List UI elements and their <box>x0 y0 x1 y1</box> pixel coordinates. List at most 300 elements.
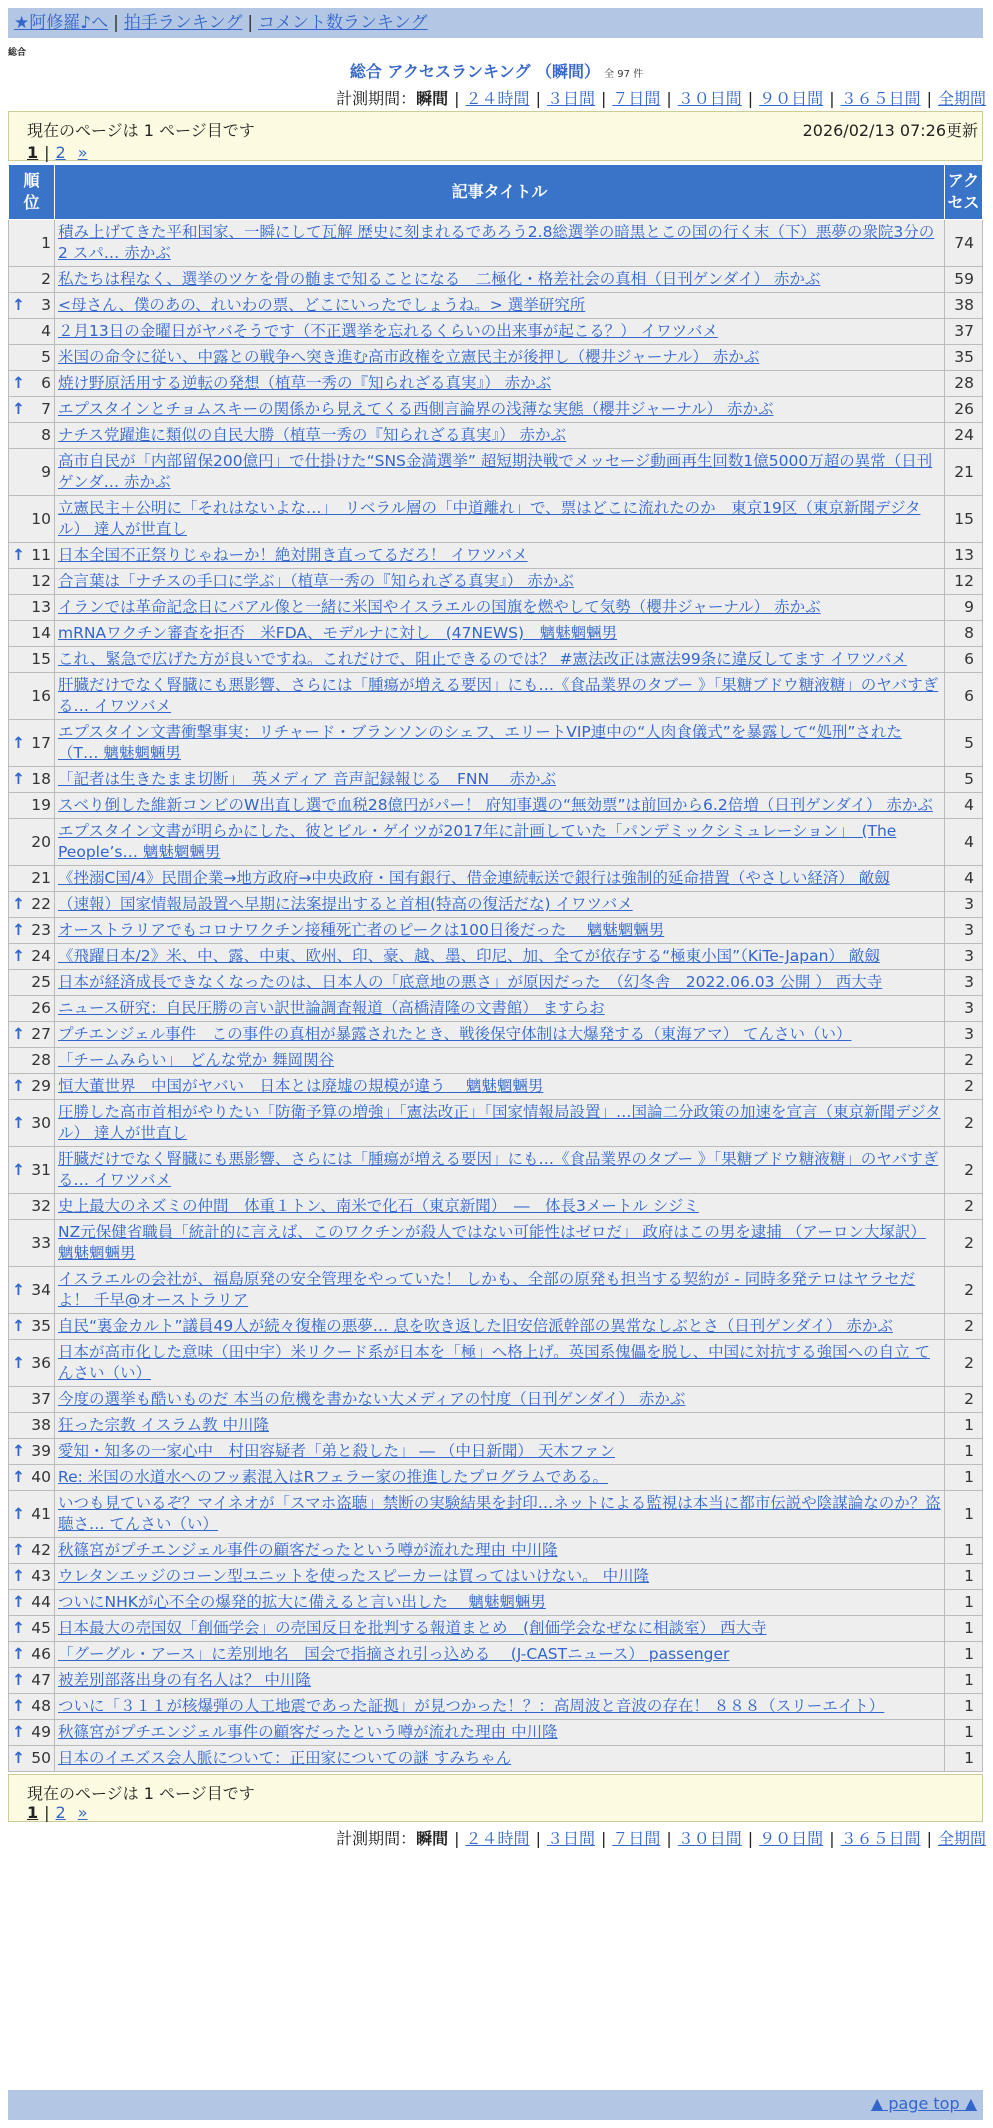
rank-cell <box>9 449 55 496</box>
rank-cell <box>9 1590 55 1616</box>
article-title-link[interactable]: 日本のイエズス会人脈について：正田家についての謎 すみちゃん <box>58 1749 512 1767</box>
rank-number: 45 <box>31 1619 51 1637</box>
title-cell <box>55 1267 945 1314</box>
rank-cell <box>9 970 55 996</box>
article-title-link[interactable]: 秋篠宮がプチエンジェル事件の顧客だったという噂が流れた理由 中川隆 <box>58 1723 558 1741</box>
table-row <box>9 996 983 1022</box>
title-cell <box>55 1564 945 1590</box>
title-cell <box>55 423 945 449</box>
rank-cell <box>9 1746 55 1772</box>
rank-number: 16 <box>31 686 51 705</box>
table-row <box>9 720 983 767</box>
rank-number: 5 <box>41 348 51 366</box>
period-link-1[interactable]: ２４時間 <box>465 89 530 108</box>
rank-up-arrow-icon: ↑ <box>12 1442 25 1460</box>
table-row <box>9 569 983 595</box>
access-count: 1 <box>945 1668 983 1694</box>
article-title-link[interactable]: 《飛躍日本/2》米、中、露、中東、欧州、印、豪、越、墨、印尼、加、全てが依存する“極東小国”（KiTe-Japan） 敵劔 <box>58 947 880 965</box>
rank-up-arrow-icon: ↑ <box>12 1317 25 1335</box>
table-row <box>9 449 983 496</box>
table-row <box>9 1491 983 1538</box>
rank-up-arrow-icon: ↑ <box>12 1671 25 1689</box>
article-title-link[interactable]: mRNAワクチン審査を拒否 米FDA、モデルナに対し (47NEWS) 魑魅魍魎男 <box>58 624 618 642</box>
title-cell <box>55 1314 945 1340</box>
access-count: 5 <box>945 767 983 793</box>
rank-up-arrow-icon: ↑ <box>12 1468 25 1486</box>
rank-cell <box>9 569 55 595</box>
category-label: 総合 <box>8 48 27 58</box>
article-title-link[interactable]: 日本が経済成長できなくなったのは、日本人の「底意地の悪さ」が原因だった （幻冬舎 2022.06.03 公開 ） 西大寺 <box>58 973 883 991</box>
title-cell <box>55 397 945 423</box>
rank-cell <box>9 1340 55 1387</box>
period-separator: | <box>666 1829 672 1848</box>
rank-number: 8 <box>41 426 51 444</box>
pagination-separator: | <box>44 143 50 162</box>
period-separator: | <box>535 1829 541 1848</box>
rank-number: 34 <box>31 1280 51 1299</box>
article-title-link[interactable]: エプスタインとチョムスキーの関係から見えてくる西側言論界の浅薄な実態（櫻井ジャーナル） 赤かぶ <box>58 400 774 418</box>
title-cell <box>55 1642 945 1668</box>
rank-number: 43 <box>31 1567 51 1585</box>
period-separator: | <box>666 89 672 108</box>
title-cell <box>55 496 945 543</box>
rank-up-arrow-icon: ↑ <box>12 895 25 913</box>
article-title-link[interactable]: イランでは革命記念日にバアル像と一緒に米国やイスラエルの国旗を燃やして気勢（櫻井ジャーナル） 赤かぶ <box>58 598 821 616</box>
rank-cell <box>9 793 55 819</box>
rank-cell <box>9 1100 55 1147</box>
title-cell <box>55 673 945 720</box>
table-row <box>9 970 983 996</box>
table-row <box>9 1220 983 1267</box>
article-title-link[interactable]: 日本が高市化した意味（田中宇）米リクード系が日本を「極」へ格上げ。英国系傀儡を脱し、中国に対抗する強国への自立 てんさい（い） <box>58 1343 931 1382</box>
article-title-link[interactable]: 立憲民主＋公明に「それはないよな…」 リベラル層の「中道離れ」で、票はどこに流れたのか 東京19区（東京新聞デジタル） 達人が世直し <box>58 499 921 538</box>
period-label: 計測期間： <box>336 89 417 108</box>
title-cell <box>55 543 945 569</box>
access-count: 4 <box>945 819 983 866</box>
current-page-text: 現在のページは 1 ページ目です <box>27 121 255 140</box>
comment-ranking-link[interactable]: コメント数ランキング <box>258 13 428 33</box>
article-title-link[interactable]: ウレタンエッジのコーン型ユニットを使ったスピーカーは買ってはいけない。 中川隆 <box>58 1567 650 1585</box>
title-cell <box>55 1340 945 1387</box>
rank-cell <box>9 1491 55 1538</box>
rank-up-arrow-icon: ↑ <box>12 1541 25 1559</box>
period-link-7[interactable]: 全期間 <box>937 89 986 108</box>
article-title-link[interactable]: これ、緊急で広げた方が良いですね。これだけで、阻止できるのでは？ #憲法改正は憲法99条に違反してます イワツバメ <box>58 650 907 668</box>
rank-number: 9 <box>41 462 51 481</box>
rank-cell <box>9 595 55 621</box>
rank-up-arrow-icon: ↑ <box>12 1645 25 1663</box>
rank-number: 48 <box>31 1697 51 1715</box>
updated-timestamp: 2026/02/13 07:26更新 <box>802 121 978 140</box>
article-title-link[interactable]: 「グーグル・アース」に差別地名 国会で指摘され引っ込める (J-CASTニュース） passenger <box>58 1645 730 1663</box>
rank-cell <box>9 673 55 720</box>
article-title-link[interactable]: ニュース研究：自民圧勝の言い訳世論調査報道（高橋清隆の文書館） ますらお <box>58 999 605 1017</box>
pagination-separator: | <box>44 1803 50 1822</box>
article-title-link[interactable]: いつも見ているぞ？マイネオが「スマホ盗聴」禁断の実験結果を封印…ネットによる監視は本当に都市伝説や陰謀論なのか？盗聴さ… てんさい（い） <box>58 1494 941 1533</box>
title-cell <box>55 345 945 371</box>
rank-cell <box>9 647 55 673</box>
period-link-2[interactable]: ３日間 <box>546 89 595 108</box>
table-row <box>9 1694 983 1720</box>
article-title-link[interactable]: オーストラリアでもコロナワクチン接種死亡者のピークは100日後だった 魑魅魍魎男 <box>58 921 665 939</box>
access-count: 35 <box>945 345 983 371</box>
period-separator: | <box>454 1829 460 1848</box>
rank-cell <box>9 1465 55 1491</box>
current-page-text-bottom: 現在のページは 1 ページ目です <box>27 1784 255 1803</box>
table-row <box>9 1387 983 1413</box>
title-cell <box>55 767 945 793</box>
title-cell <box>55 319 945 345</box>
rank-cell <box>9 944 55 970</box>
table-row <box>9 1668 983 1694</box>
rank-cell <box>9 1616 55 1642</box>
rank-up-arrow-icon: ↑ <box>12 733 25 752</box>
table-row <box>9 1439 983 1465</box>
article-title-link[interactable]: 米国の命令に従い、中露との戦争へ突き進む高市政権を立憲民主が後押し（櫻井ジャーナル） 赤かぶ <box>58 348 760 366</box>
pagination-page-2[interactable]: 2 <box>55 143 66 162</box>
article-title-link[interactable]: 肝臓だけでなく腎臓にも悪影響、さらには「腫瘍が増える要因」にも…《食品業界のタブー 》「果糖ブドウ糖液糖」のヤバすぎる… イワツバメ <box>58 676 939 715</box>
period-link-5[interactable]: ９０日間 <box>759 89 824 108</box>
pagination <box>27 143 88 162</box>
access-count: 2 <box>945 1048 983 1074</box>
table-row <box>9 621 983 647</box>
rank-number: 6 <box>41 374 51 392</box>
access-count: 1 <box>945 1538 983 1564</box>
article-title-link[interactable]: （速報）国家情報局設置へ早期に法案提出すると首相(特高の復活だな) イワツバメ <box>58 895 633 913</box>
access-count: 1 <box>945 1720 983 1746</box>
title-cell <box>55 1413 945 1439</box>
title-cell <box>55 1668 945 1694</box>
rank-cell <box>9 1267 55 1314</box>
article-title-link[interactable]: 愛知・知多の一家心中 村田容疑者「弟と殺した」 ― （中日新聞） 天木ファン <box>58 1442 615 1460</box>
title-cell <box>55 996 945 1022</box>
period-current: 瞬間 <box>416 1829 449 1848</box>
access-count: 2 <box>945 1220 983 1267</box>
rank-up-arrow-icon: ↑ <box>12 1353 25 1372</box>
rank-cell <box>9 996 55 1022</box>
article-title-link[interactable]: エプスタイン文書衝撃事実：リチャード・ブランソンのシェフ、エリートVIP連中の“人肉食儀式”を暴露して“処刑”された（T… 魑魅魍魎男 <box>58 723 902 762</box>
table-row <box>9 1100 983 1147</box>
title-cell <box>55 1194 945 1220</box>
rank-cell <box>9 621 55 647</box>
table-row <box>9 918 983 944</box>
period-link-4[interactable]: ３０日間 <box>677 89 742 108</box>
article-title-link[interactable]: NZ元保健省職員「統計的に言えば、このワクチンが殺人ではない可能性はゼロだ」 政府はこの男を逮捕 （アーロン大塚訳） 魑魅魍魎男 <box>58 1223 926 1262</box>
access-count: 8 <box>945 621 983 647</box>
rank-number: 1 <box>41 233 51 252</box>
title-cell <box>55 293 945 319</box>
rank-number: 24 <box>31 947 51 965</box>
rank-number: 23 <box>31 921 51 939</box>
rank-cell <box>9 819 55 866</box>
rank-cell <box>9 1147 55 1194</box>
period-link-6[interactable]: ３６５日間 <box>840 89 921 108</box>
period-separator: | <box>747 89 754 108</box>
page-top-link[interactable]: ▲ page top ▲ <box>870 2094 977 2113</box>
rank-up-arrow-icon: ↑ <box>12 374 25 392</box>
title-cell <box>55 1746 945 1772</box>
article-title-link[interactable]: 「チームみらい」 どんな党か 舞岡関谷 <box>58 1051 335 1069</box>
table-row <box>9 1720 983 1746</box>
table-row <box>9 944 983 970</box>
title-cell <box>55 1720 945 1746</box>
rank-number: 14 <box>31 624 51 642</box>
access-count: 1 <box>945 1642 983 1668</box>
rank-number: 49 <box>31 1723 51 1741</box>
period-separator: | <box>454 89 460 108</box>
table-row <box>9 1048 983 1074</box>
rank-number: 46 <box>31 1645 51 1663</box>
access-count: 1 <box>945 1590 983 1616</box>
table-row <box>9 793 983 819</box>
pagination-current: 1 <box>27 143 39 162</box>
article-title-link[interactable]: ナチス党躍進に類似の自民大勝（植草一秀の『知られざる真実』） 赤かぶ <box>58 426 567 444</box>
rank-number: 33 <box>31 1233 51 1252</box>
rank-cell <box>9 1194 55 1220</box>
rank-number: 35 <box>31 1317 51 1335</box>
access-count: 12 <box>945 569 983 595</box>
period-link-3[interactable]: ７日間 <box>612 89 661 108</box>
clap-ranking-link[interactable]: 拍手ランキング <box>123 13 243 33</box>
rank-number: 30 <box>31 1113 51 1132</box>
rank-number: 37 <box>31 1390 51 1408</box>
rank-up-arrow-icon: ↑ <box>12 1077 25 1095</box>
rank-cell <box>9 319 55 345</box>
nav-separator: | <box>247 13 254 33</box>
article-title-link[interactable]: 恒大董世界 中国がヤバい 日本とは廃墟の規模が違う 魑魅魍魎男 <box>58 1077 544 1095</box>
table-row <box>9 1074 983 1100</box>
access-count: 24 <box>945 423 983 449</box>
period-link-4[interactable]: ３０日間 <box>677 1829 742 1848</box>
table-row <box>9 1746 983 1772</box>
title-cell <box>55 621 945 647</box>
period-separator: | <box>926 89 932 108</box>
period-link-3[interactable]: ７日間 <box>612 1829 661 1848</box>
pagination-next-arrow[interactable]: » <box>77 1803 88 1822</box>
rank-cell <box>9 1022 55 1048</box>
rank-cell <box>9 918 55 944</box>
access-count: 38 <box>945 293 983 319</box>
rank-number: 40 <box>31 1468 51 1486</box>
article-title-link[interactable]: 圧勝した高市首相がやりたい「防衛予算の増強」「憲法改正」「国家情報局設置」…国論二分政策の加速を宣言（東京新聞デジタル） 達人が世直し <box>58 1103 941 1142</box>
period-separator: | <box>829 1829 835 1848</box>
access-count: 3 <box>945 892 983 918</box>
rank-cell <box>9 1314 55 1340</box>
article-title-link[interactable]: 《挫溺C国/4》民間企業→地方政府→中央政府・国有銀行、借金連続転送で銀行は強制的延命措置（やさしい経済） 敵劔 <box>58 869 890 887</box>
article-title-link[interactable]: 秋篠宮がプチエンジェル事件の顧客だったという噂が流れた理由 中川隆 <box>58 1541 558 1559</box>
access-count: 26 <box>945 397 983 423</box>
title-cell <box>55 1147 945 1194</box>
period-link-2[interactable]: ３日間 <box>546 1829 595 1848</box>
ranking-body <box>9 220 983 1772</box>
rank-cell <box>9 1642 55 1668</box>
period-separator: | <box>600 1829 607 1848</box>
article-title-link[interactable]: 「記者は生きたまま切断」 英メディア 音声記録報じる FNN 赤かぶ <box>58 770 556 788</box>
total-count: 全 97 件 <box>604 69 644 80</box>
article-title-link[interactable]: Re: 米国の水道水へのフッ素混入はRフェラー家の推進したプログラムである。 <box>58 1468 609 1486</box>
title-cell <box>55 918 945 944</box>
access-count: 3 <box>945 918 983 944</box>
access-count: 2 <box>945 1340 983 1387</box>
rank-up-arrow-icon: ↑ <box>12 1749 25 1767</box>
rank-cell <box>9 543 55 569</box>
access-count: 6 <box>945 647 983 673</box>
rank-number: 22 <box>31 895 51 913</box>
article-title-link[interactable]: スベり倒した維新コンビのW出直し選で血税28億円がパー！ 府知事選の“無効票”は前回から6.2倍増（日刊ゲンダイ） 赤かぶ <box>58 796 933 814</box>
period-separator: | <box>829 89 835 108</box>
period-link-6[interactable]: ３６５日間 <box>840 1829 921 1848</box>
table-row <box>9 892 983 918</box>
article-title-link[interactable]: 狂った宗教 イスラム教 中川隆 <box>58 1416 270 1434</box>
table-row <box>9 1413 983 1439</box>
article-title-link[interactable]: イスラエルの会社が、福島原発の安全管理をやっていた！ しかも、全部の原発も担当する契約が - 同時多発テロはヤラセだよ！ 千早@オーストラリア <box>58 1270 916 1309</box>
article-title-link[interactable]: エプスタイン文書が明らかにした、彼とビル・ゲイツが2017年に計画していた「パンデミックシミュレーション」 (The People’s… 魑魅魍魎男 <box>58 822 897 861</box>
rank-number: 42 <box>31 1541 51 1559</box>
article-title-link[interactable]: <母さん、僕のあの、れいわの票、どこにいったでしょうね。> 選挙研究所 <box>58 296 586 314</box>
rank-cell <box>9 423 55 449</box>
rank-cell <box>9 1694 55 1720</box>
title-cell <box>55 1538 945 1564</box>
access-count: 2 <box>945 1074 983 1100</box>
access-count: 9 <box>945 595 983 621</box>
article-title-link[interactable]: 自民“裏金カルト”議員49人が続々復権の悪夢… 息を吹き返した旧安倍派幹部の異常なしぶとさ（日刊ゲンダイ） 赤かぶ <box>58 1317 893 1335</box>
table-row <box>9 1194 983 1220</box>
top-navigation <box>8 8 983 38</box>
header-title: 記事タイトル <box>55 165 945 220</box>
rank-cell <box>9 293 55 319</box>
period-label: 計測期間： <box>336 1829 417 1848</box>
title-cell <box>55 720 945 767</box>
rank-up-arrow-icon: ↑ <box>12 1697 25 1715</box>
bottom-bar <box>8 2090 983 2120</box>
page-info-top <box>8 111 983 161</box>
article-title-link[interactable]: 今度の選挙も酷いものだ 本当の危機を書かない大メディアの忖度（日刊ゲンダイ） 赤かぶ <box>58 1390 686 1408</box>
access-count: 4 <box>945 866 983 892</box>
title-cell <box>55 371 945 397</box>
article-title-link[interactable]: 焼け野原活用する逆転の発想（植草一秀の『知られざる真実』） 赤かぶ <box>58 374 552 392</box>
period-link-1[interactable]: ２４時間 <box>465 1829 530 1848</box>
title-cell <box>55 220 945 267</box>
table-row <box>9 1465 983 1491</box>
title-cell <box>55 569 945 595</box>
rank-number: 2 <box>41 270 51 288</box>
article-title-link[interactable]: 日本全国不正祭りじゃねーか！絶対開き直ってるだろ！ イワツバメ <box>58 546 528 564</box>
article-title-link[interactable]: ２月13日の金曜日がヤバそうです（不正選挙を忘れるくらいの出来事が起こる？） イワツバメ <box>58 322 718 340</box>
title-cell <box>55 1616 945 1642</box>
rank-up-arrow-icon: ↑ <box>12 1567 25 1585</box>
rank-cell <box>9 496 55 543</box>
article-title-link[interactable]: 積み上げてきた平和国家、一瞬にして瓦解 歴史に刻まれるであろう2.8総選挙の暗黒とこの国の行く末（下）悪夢の衆院3分の2 スパ… 赤かぶ <box>58 223 935 262</box>
rank-number: 28 <box>31 1051 51 1069</box>
table-row <box>9 496 983 543</box>
title-cell <box>55 449 945 496</box>
table-row <box>9 1147 983 1194</box>
home-link[interactable]: ★阿修羅♪へ <box>14 13 109 33</box>
rank-number: 20 <box>31 832 51 851</box>
access-count: 1 <box>945 1439 983 1465</box>
rank-cell <box>9 397 55 423</box>
rank-up-arrow-icon: ↑ <box>12 921 25 939</box>
access-count: 5 <box>945 720 983 767</box>
rank-cell <box>9 767 55 793</box>
rank-cell <box>9 1413 55 1439</box>
table-row <box>9 1616 983 1642</box>
article-title-link[interactable]: 史上最大のネズミの仲間 体重１トン、南米で化石（東京新聞） ― 体長3メートル シジミ <box>58 1197 699 1215</box>
title-cell <box>55 1590 945 1616</box>
access-count: 1 <box>945 1616 983 1642</box>
period-separator: | <box>535 89 541 108</box>
title-cell <box>55 944 945 970</box>
period-separator: | <box>747 1829 754 1848</box>
article-title-link[interactable]: 高市自民が「内部留保200億円」で仕掛けた“SNS金満選挙” 超短期決戦でメッセージ動画再生回数1億5000万超の異常（日刊ゲンダ… 赤かぶ <box>58 452 933 491</box>
access-count: 59 <box>945 267 983 293</box>
rank-up-arrow-icon: ↑ <box>12 1025 25 1043</box>
article-title-link[interactable]: 肝臓だけでなく腎臓にも悪影響、さらには「腫瘍が増える要因」にも…《食品業界のタブー 》「果糖ブドウ糖液糖」のヤバすぎる… イワツバメ <box>58 1150 939 1189</box>
article-title-link[interactable]: ついに「３１１が核爆弾の人工地震であった証拠」が見つかった！？：高周波と音波の存在！ ８８８（スリーエイト） <box>58 1697 885 1715</box>
rank-up-arrow-icon: ↑ <box>12 1280 25 1299</box>
rank-number: 50 <box>31 1749 51 1767</box>
rank-number: 7 <box>41 400 51 418</box>
period-separator: | <box>600 89 607 108</box>
rank-cell <box>9 1538 55 1564</box>
rank-number: 39 <box>31 1442 51 1460</box>
pagination-bottom <box>27 1803 88 1822</box>
article-title-link[interactable]: 被差別部落出身の有名人は？ 中川隆 <box>58 1671 311 1689</box>
rank-cell <box>9 1048 55 1074</box>
table-row <box>9 423 983 449</box>
table-row <box>9 1538 983 1564</box>
rank-number: 4 <box>41 322 51 340</box>
rank-number: 47 <box>31 1671 51 1689</box>
access-count: 15 <box>945 496 983 543</box>
rank-number: 18 <box>31 770 51 788</box>
article-title-link[interactable]: ついにNHKが心不全の爆発的拡大に備えると言い出した 魑魅魍魎男 <box>58 1593 546 1611</box>
title-cell <box>55 1022 945 1048</box>
table-header-row <box>9 165 983 220</box>
article-title-link[interactable]: 日本最大の売国奴「創価学会」の売国反日を批判する報道まとめ (創価学会なぜなに相談室） 西大寺 <box>58 1619 767 1637</box>
rank-number: 32 <box>31 1197 51 1215</box>
title-cell <box>55 1100 945 1147</box>
period-selector <box>336 86 986 109</box>
article-title-link[interactable]: 私たちは程なく、選挙のツケを骨の髄まで知ることになる 二極化・格差社会の真相（日刊ゲンダイ） 赤かぶ <box>58 270 821 288</box>
pagination-next-arrow[interactable]: » <box>77 143 88 162</box>
access-count: 74 <box>945 220 983 267</box>
rank-number: 31 <box>31 1160 51 1179</box>
rank-cell <box>9 1668 55 1694</box>
pagination-page-2[interactable]: 2 <box>55 1803 66 1822</box>
table-row <box>9 397 983 423</box>
table-row <box>9 345 983 371</box>
rank-number: 44 <box>31 1593 51 1611</box>
rank-number: 38 <box>31 1416 51 1434</box>
period-link-7[interactable]: 全期間 <box>937 1829 986 1848</box>
rank-cell <box>9 371 55 397</box>
rank-up-arrow-icon: ↑ <box>12 546 25 564</box>
period-link-5[interactable]: ９０日間 <box>759 1829 824 1848</box>
table-row <box>9 319 983 345</box>
header-rank <box>9 165 55 220</box>
rank-cell <box>9 220 55 267</box>
title-cell <box>55 1387 945 1413</box>
rank-up-arrow-icon: ↑ <box>12 1160 25 1179</box>
title-cell <box>55 970 945 996</box>
article-title-link[interactable]: 合言葉は「ナチスの手口に学ぶ」（植草一秀の『知られざる真実』） 赤かぶ <box>58 572 574 590</box>
article-title-link[interactable]: プチエンジェル事件 この事件の真相が暴露されたとき、戦後保守体制は大爆発する（東海アマ） てんさい（い） <box>58 1025 852 1043</box>
rank-number: 15 <box>31 650 51 668</box>
page-title: 総合 アクセスランキング （瞬間） <box>349 62 601 81</box>
access-count: 1 <box>945 1491 983 1538</box>
access-count: 13 <box>945 543 983 569</box>
